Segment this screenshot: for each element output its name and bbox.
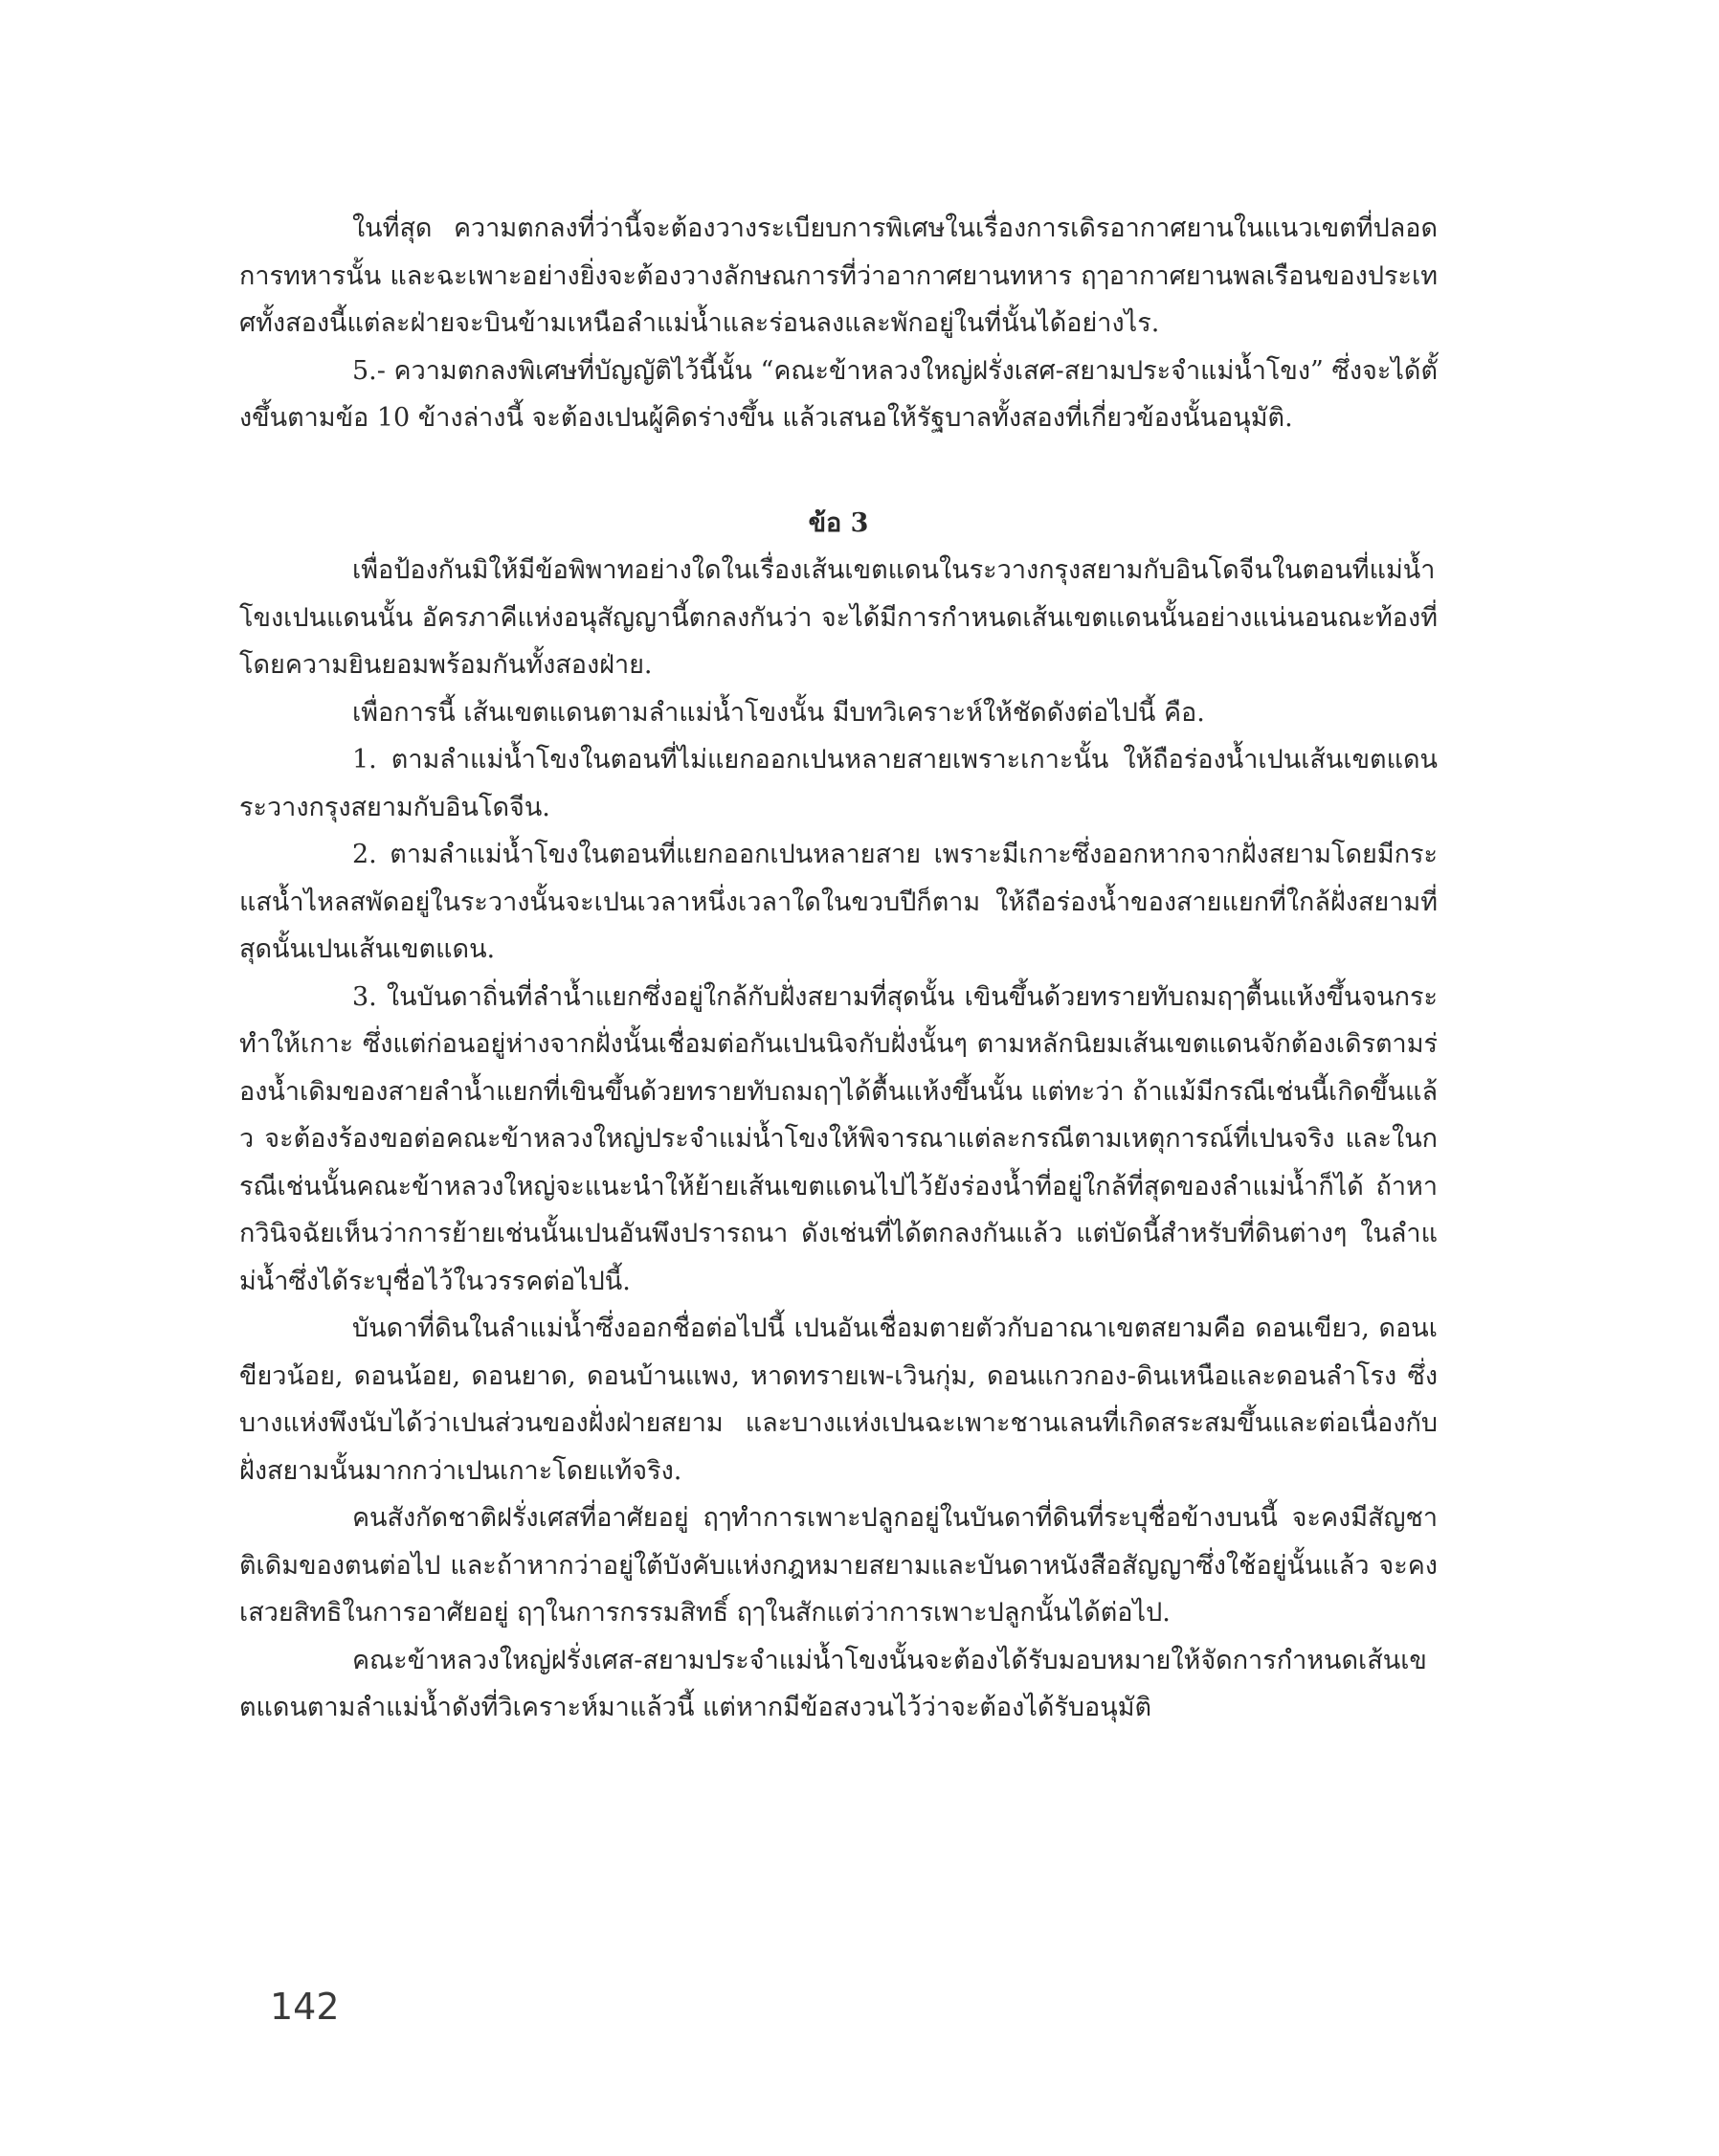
section-heading: ข้อ 3 [808,507,869,538]
paragraph-airspace: ในที่สุด ความตกลงที่ว่านี้จะต้องวางระเบียบการพิเศษในเรื่องการเดิรอากาศยานในแนวเขตที่ปลอดการทหารนั้น และฉะเพาะอย่างยิ่งจะต้องวางลักษณการที่ว่าอากาศยานทหาร ฤๅอากาศยานพลเรือนของประเทศทั้งสองนี้แต่ละฝ่ายจะบินข้ามเหนือลำแม่น้ำและร่อนลงและพักอยู่ในที่นั้นได้อย่างไร. [239,213,1438,338]
paragraph-boundary-definition: เพื่อการนี้ เส้นเขตแดนตามลำแม่น้ำโขงนั้น มีบทวิเคราะห์ให้ชัดดังต่อไปนี้ คือ. [352,697,1205,728]
paragraph-clause-5: 5.- ความตกลงพิเศษที่บัญญัติไว้นี้นั้น “คณะข้าหลวงใหญ่ฝรั่งเสศ-สยามประจำแม่น้ำโขง” ซึ่งจะได้ตั้งขึ้นตามข้อ 10 ข้างล่างนี้ จะต้องเปนผู้คิดร่างขึ้น แล้วเสนอให้รัฐบาลทั้งสองที่เกี่ยวข้องนั้นอนุมัติ. [239,355,1438,433]
paragraph-islands-list: บันดาที่ดินในลำแม่น้ำซึ่งออกชื่อต่อไปนี้ เปนอันเชื่อมตายตัวกับอาณาเขตสยามคือ ดอนเขียว, ดอนเขียวน้อย, ดอนน้อย, ดอนยาด, ดอนบ้านแพง, หาดทรายเพ-เวินกุ่ม, ดอนแกวกอง-ดินเหนือและดอนลำโรง ซึ่งบางแห่งพึงนับได้ว่าเปนส่วนของฝั่งฝ่ายสยาม และบางแห่งเปนฉะเพาะชานเลนที่เกิดสระสมขึ้นและต่อเนื่องกับฝั่งสยามนั้นมากกว่าเปนเกาะโดยแท้จริง. [239,1314,1438,1486]
body-text [239,205,1438,1732]
paragraph-commission: คณะข้าหลวงใหญ่ฝรั่งเศส-สยามประจำแม่น้ำโขงนั้นจะต้องได้รับมอบหมายให้จัดการกำหนดเส้นเขตแดนตามลำแม่น้ำดังที่วิเคราะห์มาแล้วนี้ แต่หากมีข้อสงวนไว้ว่าจะต้องได้รับอนุมัติ [239,1645,1427,1722]
page-number: 142 [270,1986,340,2028]
paragraph-rule-3: 3. ในบันดาถิ่นที่ลำน้ำแยกซึ่งอยู่ใกล้กับฝั่งสยามที่สุดนั้น เขินขึ้นด้วยทรายทับถมฤๅตื้นแห้งขึ้นจนกระทำให้เกาะ ซึ่งแต่ก่อนอยู่ห่างจากฝั่งนั้นเชื่อมต่อกันเปนนิจกับฝั่งนั้นๆ ตามหลักนิยมเส้นเขตแดนจักต้องเดิรตามร่องน้ำเดิมของสายลำน้ำแยกที่เขินขึ้นด้วยทรายทับถมฤๅได้ตื้นแห้งขึ้นนั้น แต่ทะว่า ถ้าแม้มีกรณีเช่นนี้เกิดขึ้นแล้ว จะต้องร้องขอต่อคณะข้าหลวงใหญ่ประจำแม่น้ำโขงให้พิจารณาแต่ละกรณีตามเหตุการณ์ที่เปนจริง และในกรณีเช่นนั้นคณะข้าหลวงใหญ่จะแนะนำให้ย้ายเส้นเขตแดนไปไว้ยังร่องน้ำที่อยู่ใกล้ที่สุดของลำแม่น้ำก็ได้ ถ้าหากวินิจฉัยเห็นว่าการย้ายเช่นนั้นเปนอันพึงปรารถนา ดังเช่นที่ได้ตกลงกันแล้ว แต่บัดนี้สำหรับที่ดินต่างๆ ในลำแม่น้ำซึ่งได้ระบุชื่อไว้ในวรรคต่อไปนี้. [239,981,1438,1296]
paragraph-boundary-intro: เพื่อป้องกันมิให้มีข้อพิพาทอย่างใดในเรื่องเส้นเขตแดนในระวางกรุงสยามกับอินโดจีนในตอนที่แม่น้ำโขงเปนแดนนั้น อัครภาคีแห่งอนุสัญญานี้ตกลงกันว่า จะได้มีการกำหนดเส้นเขตแดนนั้นอย่างแน่นอนณะท้องที่ โดยความยินยอมพร้อมกันทั้งสองฝ่าย. [239,555,1438,680]
paragraph-french-nationals: คนสังกัดชาติฝรั่งเศสที่อาศัยอยู่ ฤๅทำการเพาะปลูกอยู่ในบันดาที่ดินที่ระบุชื่อข้างบนนี้ จะคงมีสัญชาติเดิมของตนต่อไป และถ้าหากว่าอยู่ใต้บังคับแห่งกฎหมายสยามและบันดาหนังสือสัญญาซึ่งใช้อยู่นั้นแล้ว จะคงเสวยสิทธิในการอาศัยอยู่ ฤๅในการกรรมสิทธิ์ ฤๅในสักแต่ว่าการเพาะปลูกนั้นได้ต่อไป. [239,1503,1438,1628]
paragraph-rule-1: 1. ตามลำแม่น้ำโขงในตอนที่ไม่แยกออกเปนหลายสายเพราะเกาะนั้น ให้ถือร่องน้ำเปนเส้นเขตแดนระวางกรุงสยามกับอินโดจีน. [239,745,1438,822]
paragraph-rule-2: 2. ตามลำแม่น้ำโขงในตอนที่แยกออกเปนหลายสาย เพราะมีเกาะซึ่งออกหากจากฝั่งสยามโดยมีกระแสน้ำไหลสพัดอยู่ในระวางนั้นจะเปนเวลาหนึ่งเวลาใดในขวบปีก็ตาม ให้ถือร่องน้ำของสายแยกที่ใกล้ฝั่งสยามที่สุดนั้นเปนเส้นเขตแดน. [239,840,1438,964]
